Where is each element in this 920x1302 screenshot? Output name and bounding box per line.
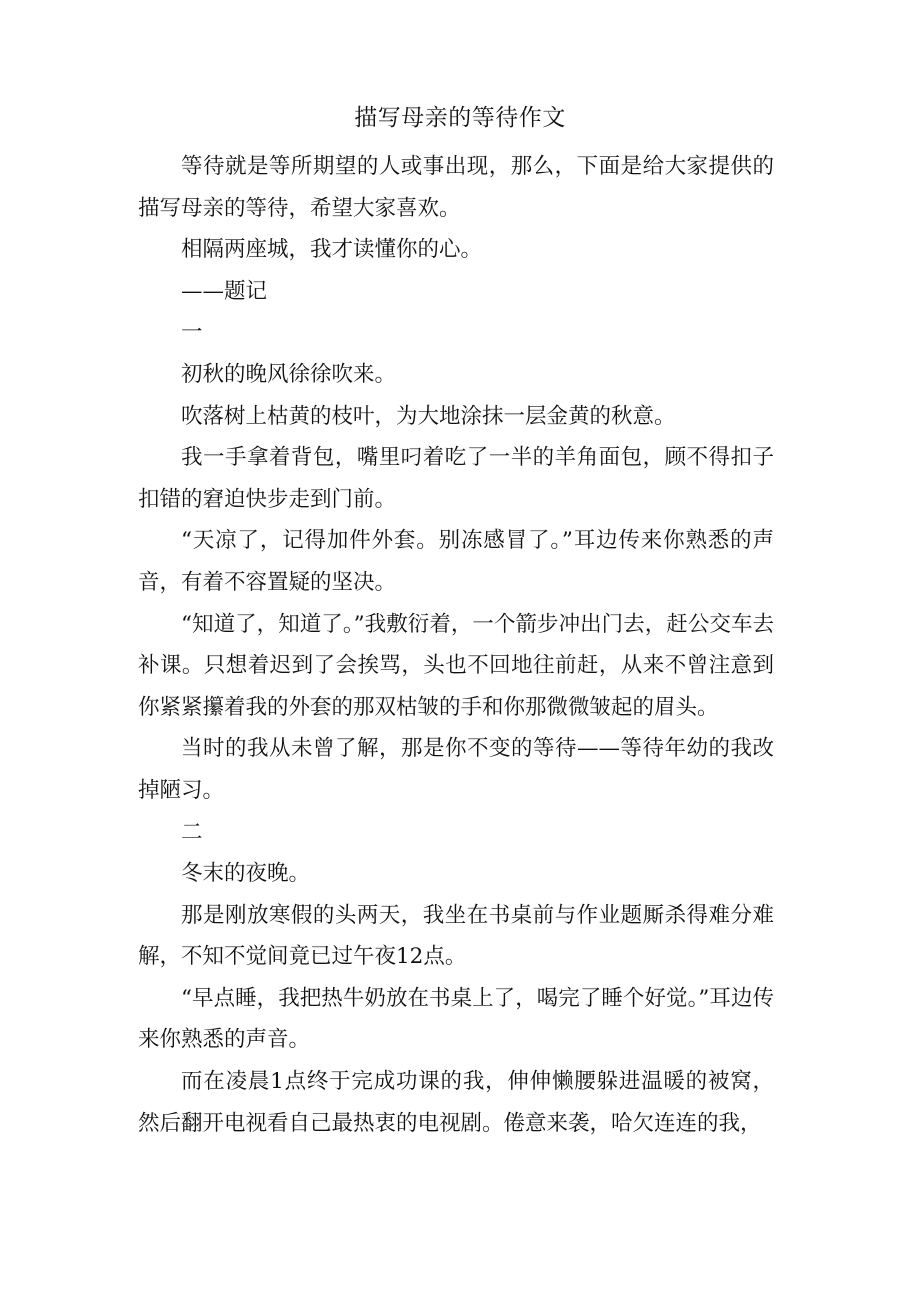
paragraph: 当时的我从未曾了解，那是你不变的等待——等待年幼的我改掉陋习。 — [138, 736, 774, 803]
paragraph: ——题记 — [181, 278, 268, 304]
paragraph: 吹落树上枯黄的枝叶，为大地涂抹一层金黄的秋意。 — [181, 403, 676, 429]
paragraph: “早点睡，我把热牛奶放在书桌上了，喝完了睡个好觉。”耳边传来你熟悉的声音。 — [138, 985, 774, 1053]
paragraph: 等待就是等所期望的人或事出现，那么，下面是给大家提供的描写母亲的等待，希望大家喜欢。 — [138, 154, 774, 221]
paragraph: 冬末的夜晚。 — [181, 861, 311, 887]
document-title: 描写母亲的等待作文 — [354, 105, 566, 131]
paragraph: 相隔两座城，我才读懂你的心。 — [181, 237, 483, 263]
paragraph: 我一手拿着背包，嘴里叼着吃了一半的羊角面包，顾不得扣子扣错的窘迫快步走到门前。 — [138, 445, 774, 512]
paragraph: “知道了，知道了。”我敷衍着，一个箭步冲出门去，赶公交车去补课。只想着迟到了会挨骂，头也不回地往前赶，从来不曾注意到你紧紧攥着我的外套的那双枯皱的手和你那微微皱起的眉头。 — [138, 611, 774, 720]
paragraph: 初秋的晚风徐徐吹来。 — [181, 361, 397, 387]
paragraph: 那是刚放寒假的头两天，我坐在书桌前与作业题厮杀得难分难解，不知不觉间竟已过午夜12点。 — [138, 902, 774, 970]
document-body — [138, 146, 774, 1144]
section-number: 二 — [181, 819, 203, 845]
paragraph: “天凉了，记得加件外套。别冻感冒了。”耳边传来你熟悉的声音，有着不容置疑的坚决。 — [138, 528, 774, 595]
section-number: 一 — [181, 320, 203, 346]
paragraph: 而在凌晨1点终于完成功课的我，伸伸懒腰躲进温暖的被窝，然后翻开电视看自己最热衷的电视剧。倦意来袭，哈欠连连的我， — [138, 1069, 774, 1136]
